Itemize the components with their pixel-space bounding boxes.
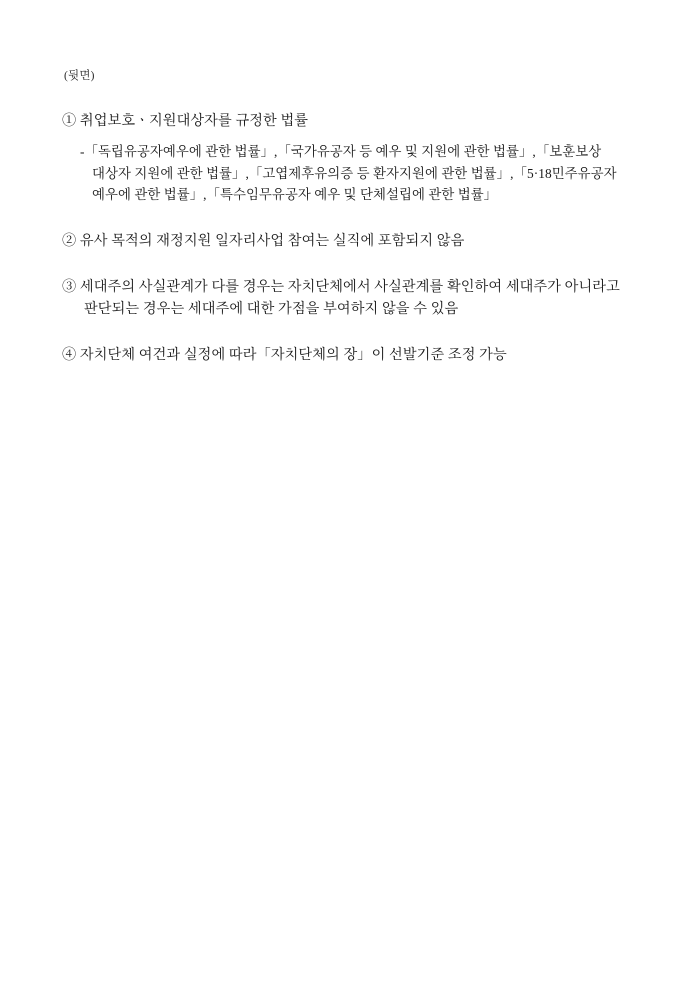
- list-item: [62, 276, 642, 320]
- item-text-line: ① 취업보호ㆍ지원대상자를 규정한 법률: [62, 112, 309, 129]
- list-item: [62, 344, 642, 366]
- sub-item-text-line: 대상자 지원에 관한 법률」,「고엽제후유의증 등 환자지원에 관한 법률」,「5·18민주유공자: [92, 165, 617, 181]
- sub-item-text-line: -「독립유공자예우에 관한 법률」,「국가유공자 등 예우 및 지원에 관한 법률」,「보훈보상: [80, 143, 602, 159]
- item-text-line: 판단되는 경우는 세대주에 대한 가점을 부여하지 않을 수 있음: [84, 300, 459, 317]
- sub-item-text-line: 예우에 관한 법률」,「특수임무유공자 예우 및 단체설립에 관한 법률」: [92, 187, 498, 203]
- list-item: [62, 110, 642, 206]
- item-text-line: ④ 자치단체 여건과 실정에 따라「자치단체의 장」이 선발기준 조정 가능: [62, 346, 507, 363]
- item-text-line: ② 유사 목적의 재정지원 일자리사업 참여는 실직에 포함되지 않음: [62, 232, 465, 249]
- list-item: [62, 230, 642, 252]
- page-side-marker: (뒷면): [64, 70, 95, 82]
- item-text-line: ③ 세대주의 사실관계가 다를 경우는 자치단체에서 사실관계를 확인하여 세대주가 아니라고: [62, 278, 620, 295]
- sub-list: [62, 141, 642, 206]
